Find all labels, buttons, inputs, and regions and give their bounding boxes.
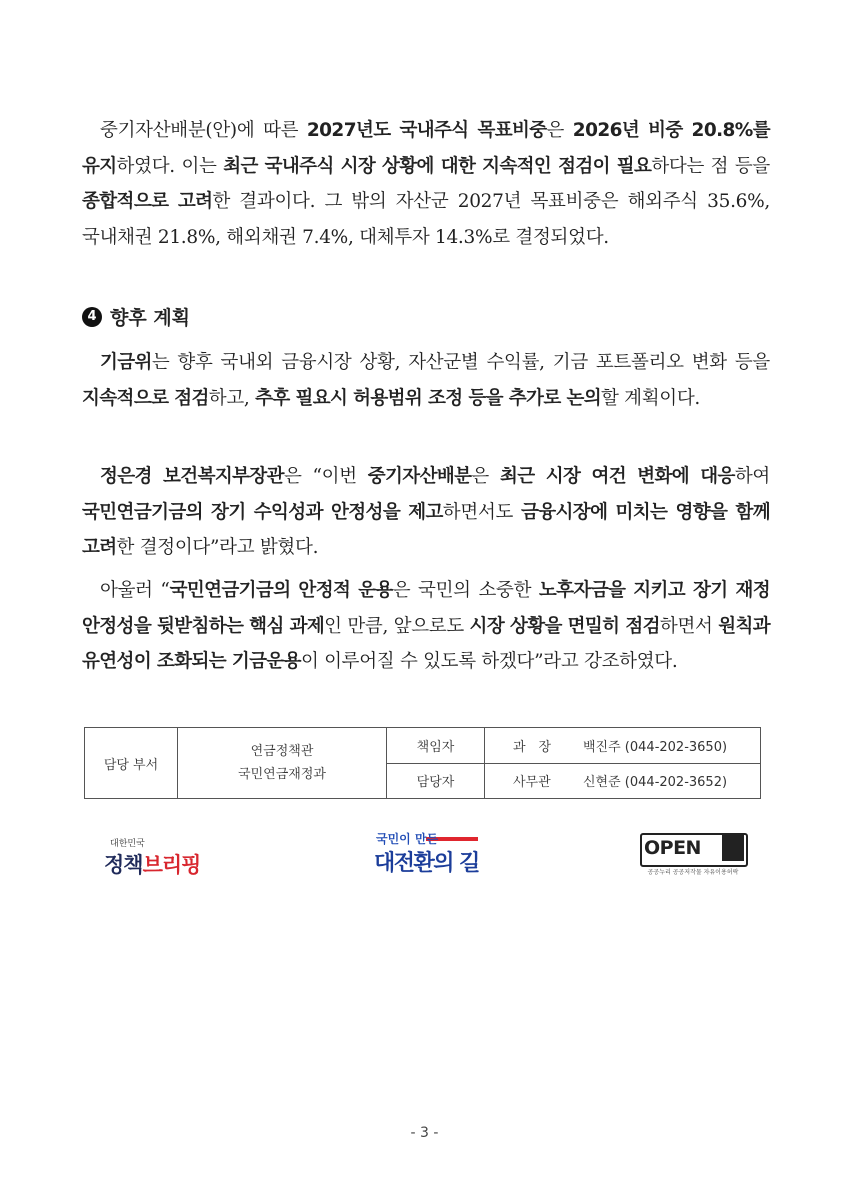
- slogan-logo: 국민이 만든 대전환의 길: [374, 832, 479, 876]
- person-title: 사무관: [513, 775, 551, 791]
- policy-briefing-logo: 대한민국 정책브리핑: [104, 839, 201, 877]
- role-cell: 담당자: [387, 763, 485, 799]
- section-heading-text: 향후 계획: [110, 307, 191, 329]
- dept-name-cell: [178, 728, 387, 799]
- circled-number-icon: 4: [82, 307, 102, 327]
- contact-table: [84, 727, 761, 799]
- dept-line-2: 국민연금재정과: [238, 767, 326, 782]
- person-cell: [485, 728, 761, 764]
- dept-label-cell: 담당 부서: [85, 728, 178, 799]
- paragraph-fund-committee-plan: 기금위는 향후 국내외 금융시장 상황, 자산군별 수익률, 기금 포트폴리오 변화 등을 지속적으로 점검하고, 추후 필요시 허용범위 조정 등을 추가로 논의할 계획이다.: [82, 352, 770, 409]
- person-contact: 백진주 (044-202-3650): [583, 739, 728, 755]
- section-heading-future-plans: [82, 303, 190, 330]
- footer-logos: [0, 828, 849, 888]
- paragraph-asset-allocation: 중기자산배분(안)에 따른 2027년도 국내주식 목표비중은 2026년 비중 20.8%를 유지하였다. 이는 최근 국내주식 시장 상황에 대한 지속적인 점검이 필요하다는 점 등을 종합적으로 고려한 결과이다. 그 밖의 자산군 2027년 목표비중은 해외주식 35.6%, 국내채권 21.8%, 해외채권 7.4%, 대체투자 14.3%로 결정되었다.: [82, 120, 771, 248]
- table-row: [85, 728, 761, 764]
- person-cell: [485, 763, 761, 799]
- license-person-icon: [722, 835, 744, 861]
- person-title: 과 장: [513, 739, 552, 755]
- open-license-logo: OPEN 공공누리 공공저작물 자유이용허락: [640, 833, 746, 875]
- paragraph-emphasis-quote: 아울러 “국민연금기금의 안정적 운용은 국민의 소중한 노후자금을 지키고 장기 재정 안정성을 뒷받침하는 핵심 과제인 만큼, 앞으로도 시장 상황을 면밀히 점검하면서 원칙과 유연성이 조화되는 기금운용이 이루어질 수 있도록 하겠다”라고 강조하였다.: [82, 580, 771, 672]
- person-contact: 신현준 (044-202-3652): [583, 775, 728, 791]
- role-cell: 책임자: [387, 728, 485, 764]
- dept-line-1: 연금정책관: [250, 744, 314, 759]
- paragraph-minister-quote: 정은경 보건복지부장관은 “이번 중기자산배분은 최근 시장 여건 변화에 대응하여 국민연금기금의 장기 수익성과 안정성을 제고하면서도 금융시장에 미치는 영향을 함께 고려한 결정이다”라고 밝혔다.: [82, 466, 770, 558]
- page-number: - 3 -: [410, 1125, 439, 1141]
